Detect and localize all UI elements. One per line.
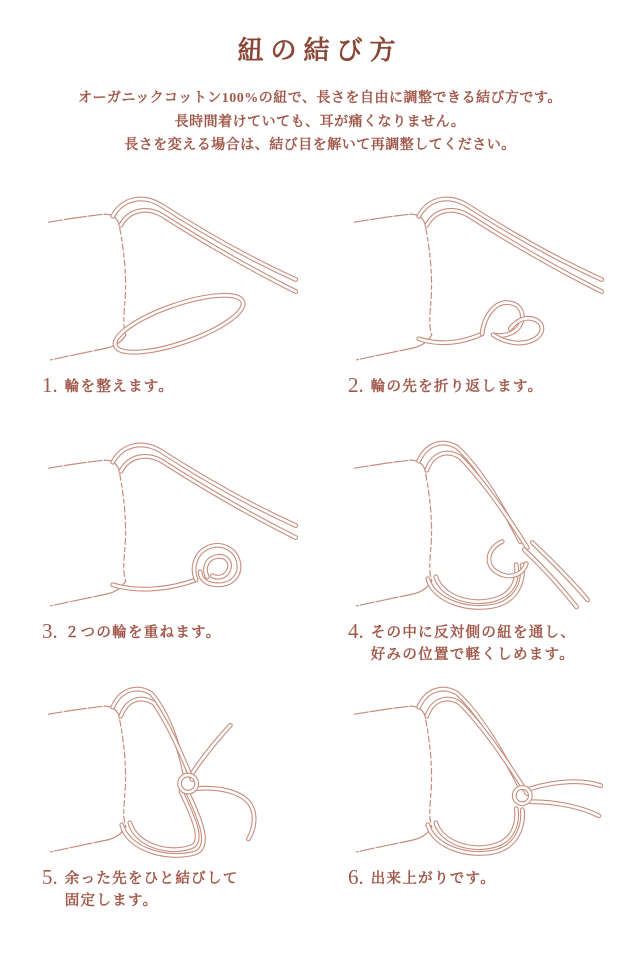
intro-line-3: 長さを変える場合は、結び目を解いて再調整してください。	[124, 138, 516, 153]
step-text: その中に反対側の紐を通し、	[370, 624, 577, 641]
step-text: 出来上がりです。	[370, 870, 496, 887]
steps-grid	[0, 184, 640, 914]
step-5-illustration-single-knot	[28, 676, 300, 862]
step-4	[334, 430, 612, 668]
page-title: 紐の結び方	[237, 36, 403, 65]
step-number: 4.	[348, 618, 364, 643]
step-6-illustration-finished	[334, 676, 606, 862]
step-text-line2: 固定します。	[64, 892, 159, 909]
step-1-caption	[28, 374, 306, 422]
step-text: 輪を整えます。	[64, 378, 175, 395]
step-number: 6.	[348, 864, 364, 889]
step-2-caption	[334, 374, 612, 422]
step-number: 5.	[42, 864, 58, 889]
step-3-illustration-overlapped-loops	[28, 430, 300, 616]
step-text: ２つの輪を重ねます。	[64, 624, 222, 641]
step-5-caption	[28, 866, 306, 914]
step-4-caption	[334, 620, 612, 668]
step-2-illustration-folded-loop	[334, 184, 606, 370]
step-4-illustration-thread-through	[334, 430, 606, 616]
step-text-line2: 好みの位置で軽くしめます。	[370, 646, 575, 663]
step-3	[28, 430, 306, 668]
step-number: 1.	[42, 372, 58, 397]
step-5	[28, 676, 306, 914]
step-3-caption	[28, 620, 306, 668]
step-2	[334, 184, 612, 422]
step-6	[334, 676, 612, 914]
step-1-illustration-open-loop	[28, 184, 300, 370]
intro-line-1: オーガニックコットン100%の紐で、長さを自由に調整できる結び方です。	[78, 91, 562, 106]
step-number: 3.	[42, 618, 58, 643]
step-text: 余った先をひと結びして	[64, 870, 239, 887]
intro-text	[0, 87, 640, 158]
step-number: 2.	[348, 372, 364, 397]
intro-line-2: 長時間着けていても、耳が痛くなりません。	[174, 114, 466, 130]
step-text: 輪の先を折り返します。	[370, 378, 544, 395]
step-6-caption	[334, 866, 612, 914]
step-1	[28, 184, 306, 422]
